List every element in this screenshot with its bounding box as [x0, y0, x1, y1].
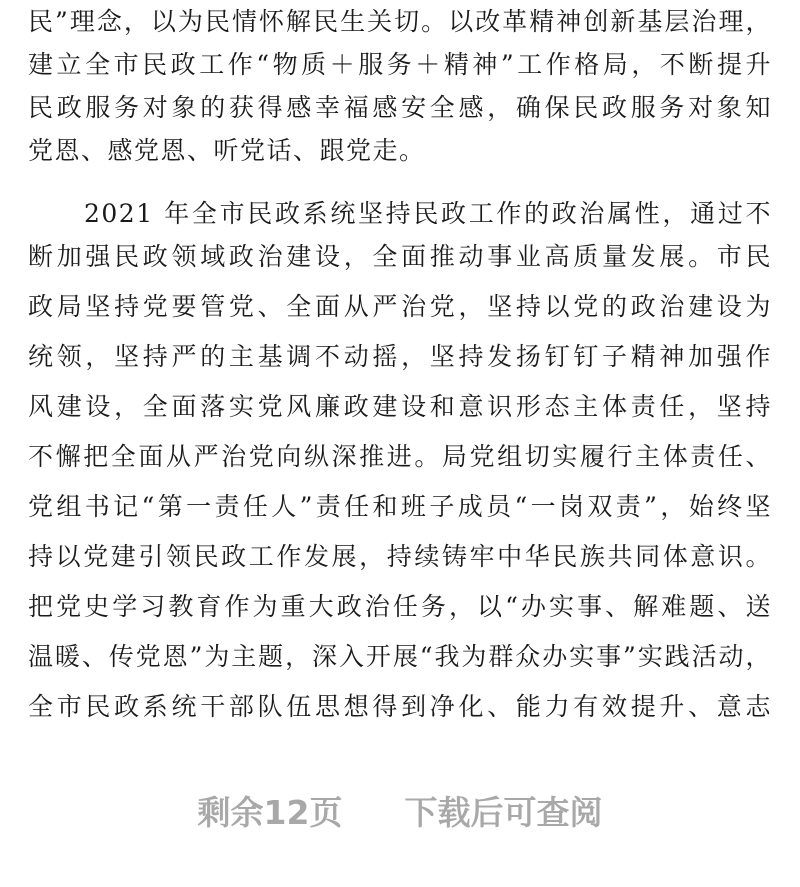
remaining-pages-label[interactable]: 剩余12页: [197, 792, 343, 832]
text-line: 建立全市民政工作“物质＋服务＋精神”工作格局，不断提升: [28, 50, 772, 79]
text-line: 党组书记“第一责任人”责任和班子成员“一岗双责”，始终坚: [28, 492, 772, 521]
text-line: 温暖、传党恩”为主题，深入开展“我为群众办实事”实践活动，: [28, 642, 772, 671]
text-line: 民政服务对象的获得感幸福感安全感，确保民政服务对象知: [28, 93, 772, 122]
text-line: 持以党建引领民政工作发展，持续铸牢中华民族共同体意识。: [28, 542, 772, 571]
text-line: 把党史学习教育作为重大政治任务，以“办实事、解难题、送: [28, 592, 772, 621]
text-line: 政局坚持党要管党、全面从严治党，坚持以党的政治建设为: [28, 292, 772, 321]
paragraph-first-line: 2021 年全市民政系统坚持民政工作的政治属性，通过不: [84, 199, 772, 228]
text-line: 全市民政系统干部队伍思想得到净化、能力有效提升、意志: [28, 692, 772, 721]
text-line: 统领，坚持严的主基调不动摇，坚持发扬钉钉子精神加强作: [28, 342, 772, 371]
text-line: 党恩、感党恩、听党话、跟党走。: [28, 136, 426, 165]
download-to-view-label[interactable]: 下载后可查阅: [404, 792, 603, 832]
download-prompt: [0, 780, 800, 840]
text-line: 不懈把全面从严治党向纵深推进。局党组切实履行主体责任、: [28, 442, 772, 471]
text-line: 风建设，全面落实党风廉政建设和意识形态主体责任，坚持: [28, 392, 772, 421]
text-line: 断加强民政领域政治建设，全面推动事业高质量发展。市民: [28, 242, 772, 271]
text-line: 民”理念，以为民情怀解民生关切。以改革精神创新基层治理，: [28, 7, 772, 36]
